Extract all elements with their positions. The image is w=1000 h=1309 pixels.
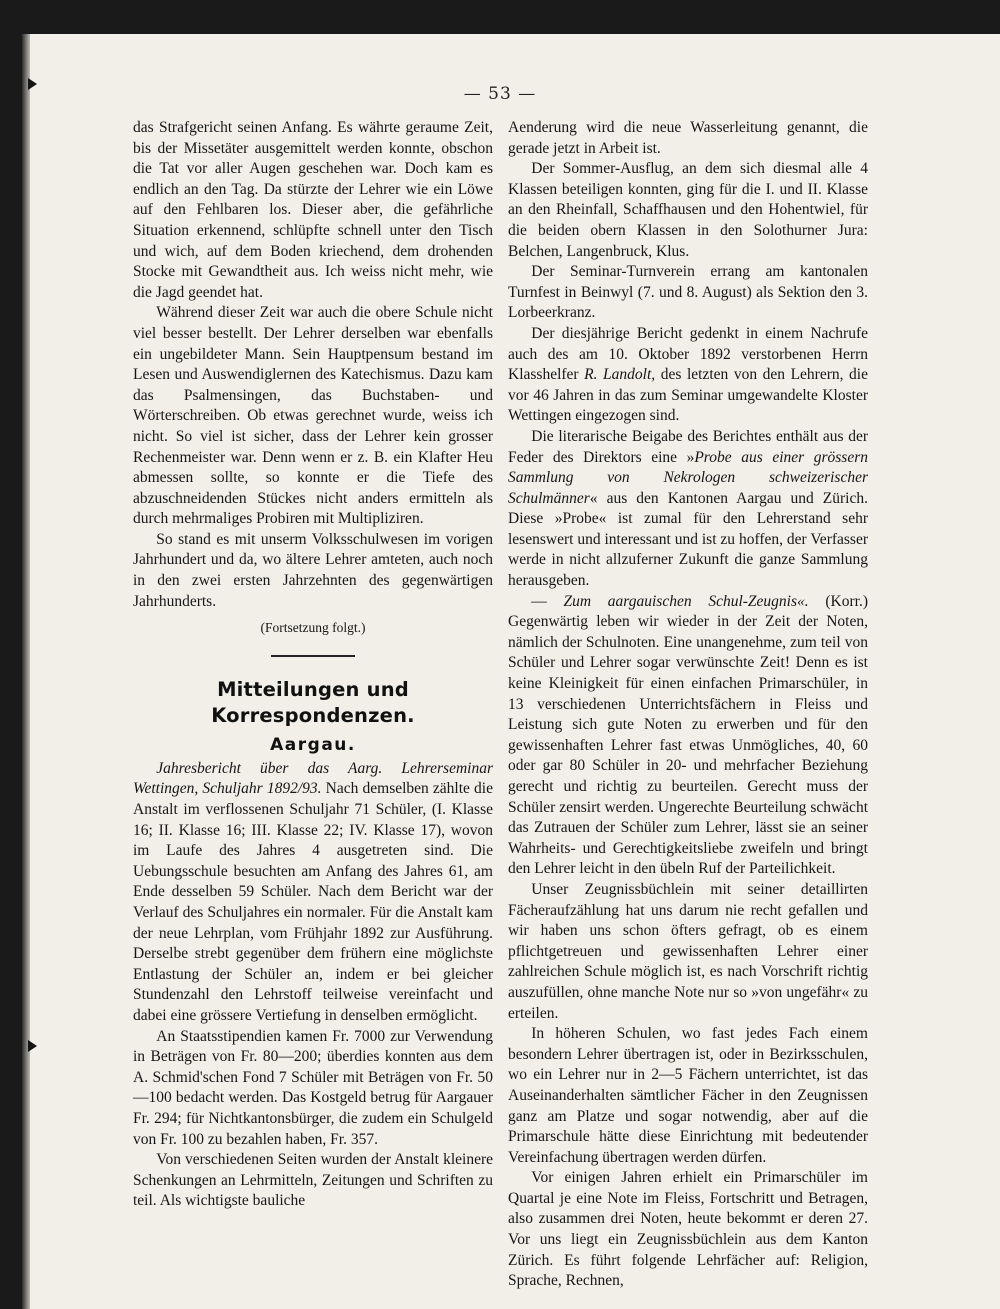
section-divider [271,655,355,657]
margin-arrow-mark [28,78,37,90]
left-column [133,118,493,1212]
paragraph: Aenderung wird die neue Wasserleitung genannt, die gerade jetzt in Arbeit ist. [508,119,868,157]
paragraph: das Strafgericht seinen Anfang. Es währte geraume Zeit, bis der Missetäter ausgemittelt werden konnte, obschon die Tat vor aller Augen geschehen war. Doch kam es endlich an den Tag. Da stürzte der Lehrer wie ein Löwe auf den Fehlbaren los. Dieser aber, die gefährliche Situation erkennend, schlüpfte schnell unter den Tisch und wich, auf dem Boden kriechend, dem drohenden Stocke mit Gewandtheit aus. Ich weiss nicht mehr, wie die Jagd geendet hat. [133,119,493,301]
work-title-italic: Probe aus einer grössern Sammlung von Nekrologen schweizerischer Schulmänner [508,448,868,507]
right-column [508,118,868,1292]
section-subtitle: Aargau. [270,734,356,755]
article-title-italic: Zum aargauischen Schul-Zeugnis«. [563,592,809,610]
section-title: Mitteilungen und Korrespondenzen. [211,677,415,727]
paragraph: In höheren Schulen, wo fast jedes Fach einem besondern Lehrer übertragen ist, oder in Bezirksschulen, wo ein Lehrer nur in 2—5 Fächern unterrichtet, ist das Auseinanderhalten sämtlicher Fächer in den Zeugnissen ganz am Platze und sogar notwendig, aber auf die Primarschule hätte diese Einrichtung mit bedeutender Vereinfachung übertragen werden dürfen. [508,1025,868,1166]
paragraph: Während dieser Zeit war auch die obere Schule nicht viel besser bestellt. Der Lehrer derselben war ebenfalls ein ungebildeter Mann. Sein Hauptpensum bestand im Lesen und Auswendiglernen des Katechismus. Dazu kam das Psalmensingen, das Buchstaben- und Wörterschreiben. Ob etwas gerechnet wurde, weiss ich nicht. So viel ist sicher, dass der Lehrer kein grosser Rechenmeister war. Denn wenn er z. B. ein Klafter Heu abmessen sollte, so konnte er die Tiefe des abzuschneidenden Stückes nicht anders ermitteln als durch mehrmaliges Probiren mit Multipliziren. [133,304,493,528]
person-name-italic: R. Landolt, [584,366,656,384]
paragraph: Vor einigen Jahren erhielt ein Primarschüler im Quartal je eine Note im Fleiss, Fortschritt und Betragen, also zusammen drei Noten, heute bekommt er deren 27. Vor uns liegt ein Zeugnissbüchlein aus dem Kanton Zürich. Es führt folgende Lehrfächer auf: Religion, Sprache, Rechnen, [508,1169,868,1290]
page-binding-edge [22,34,30,1309]
paragraph: Die literarische Beigabe des Berichtes enthält aus der Feder des Direktors eine »Probe aus einer grössern Sammlung von Nekrologen schweizerischer Schulmänner« aus den Kantonen Aargau und Zürich. Diese »Probe« ist zumal für den Lehrerstand sehr lesenswert und interessant und ist zu hoffen, der Verfasser werde in nicht allzuferner Zukunft die ganze Sammlung herausgeben. [508,427,868,590]
paragraph: Der Sommer-Ausflug, an dem sich diesmal alle 4 Klassen beteiligen konnten, ging für die I. und II. Klasse an den Rheinfall, Schaffhausen und den Hohentwiel, für die beiden obern Klassen in den Solothurner Jura: Belchen, Langenbruck, Klus. [508,160,868,260]
margin-arrow-mark [28,1040,37,1052]
paragraph: An Staatsstipendien kamen Fr. 7000 zur Verwendung in Beträgen von Fr. 80—200; überdies konnten aus dem A. Schmid'schen Fond 7 Schüler mit Beträgen von Fr. 50—100 bedacht werden. Das Kostgeld betrug für Aargauer Fr. 294; für Nichtkantonsbürger, die zudem ein Schulgeld von Fr. 100 zu bezahlen haben, Fr. 357. [133,1027,493,1148]
paragraph: Der diesjährige Bericht gedenkt in einem Nachrufe auch des am 10. Oktober 1892 verstorbenen Herrn Klasshelfer R. Landolt, des letzten von den Lehrern, die vor 46 Jahren in das zum Seminar umgewandelte Kloster Wettingen eingezogen sind. [508,324,868,425]
paragraph: Jahresbericht über das Aarg. Lehrerseminar Wettingen, Schuljahr 1892/93. Nach demselben zählte die Anstalt im verflossenen Schuljahr 71 Schüler, (I. Klasse 16; II. Klasse 16; III. Klasse 22; IV. Klasse 17), wovon im Laufe des Jahres 4 ausgetreten sind. Die Uebungsschule besuchten am Anfang des Jahres 61, am Ende desselben 59 Schüler. Nach dem Bericht war der Verlauf des Schuljahres ein normaler. Für die Anstalt kam der neue Lehrplan, vom Frühjahr 1892 zur Ausführung. Derselbe strebt gegenüber dem frühern eine möglichste Entlastung der Schüler an, indem er bei gleicher Stundenzahl den Lehrstoff teilweise vereinfacht und dabei eine grössere Vertiefung in denselben ermöglicht. [133,759,493,1024]
paragraph: Von verschiedenen Seiten wurden der Anstalt kleinere Schenkungen an Lehrmitteln, Zeitungen und Schriften zu teil. Als wichtigste bauliche [133,1151,493,1210]
report-title-italic: Jahresbericht über das Aarg. Lehrerseminar Wettingen, Schuljahr 1892/93. [133,759,493,798]
paragraph: Unser Zeugnissbüchlein mit seiner detaillirten Fächeraufzählung hat uns darum nie recht gefallen und wir haben uns schon öfters gefragt, ob es einem pflichtgetreuen und gewissenhaften Lehrer einer zahlreichen Schule möglich ist, es nach Vorschrift richtig auszufüllen, ohne manche Note nur so »von ungefähr« zu erteilen. [508,880,868,1022]
continuation-note: (Fortsetzung folgt.) [260,620,366,636]
paragraph: So stand es mit unserm Volksschulwesen im vorigen Jahrhundert und da, wo ältere Lehrer amteten, auch noch in den zwei ersten Jahrzehnten des gegenwärtigen Jahrhunderts. [133,530,493,610]
paragraph: Der Seminar-Turnverein errang am kantonalen Turnfest in Beinwyl (7. und 8. August) als Sektion den 3. Lorbeerkranz. [508,263,868,322]
page-number: — 53 — [463,84,537,104]
paragraph: — Zum aargauischen Schul-Zeugnis«. (Korr.) Gegenwärtig leben wir wieder in der Zeit der Noten, nämlich der Schulnoten. Eine unangenehme, zum teil von Schüler und Lehrer sogar verwünschte Zeit! Denn es ist keine Kleinigkeit für einen einfachen Primarschüler, in 13 verschiedenen Unterrichtsfächern in Fleiss und Leistung sich gute Noten zu erwerben und für den gewissenhaften Lehrer fast etwas Unmögliches, 40, 60 oder gar 80 Schüler in 20- und mehrfacher Beziehung gerecht und richtig zu beurteilen. Gerecht muss der Schüler zensirt werden. Ungerechte Beurteilung schwächt das Zutrauen der Schüler zum Lehrer, lässt sie an seiner Wahrheits- und Gerechtigkeitsliebe zweifeln und bringt den Lehrer leicht in den übeln Ruf der Parteilichkeit. [508,592,868,878]
